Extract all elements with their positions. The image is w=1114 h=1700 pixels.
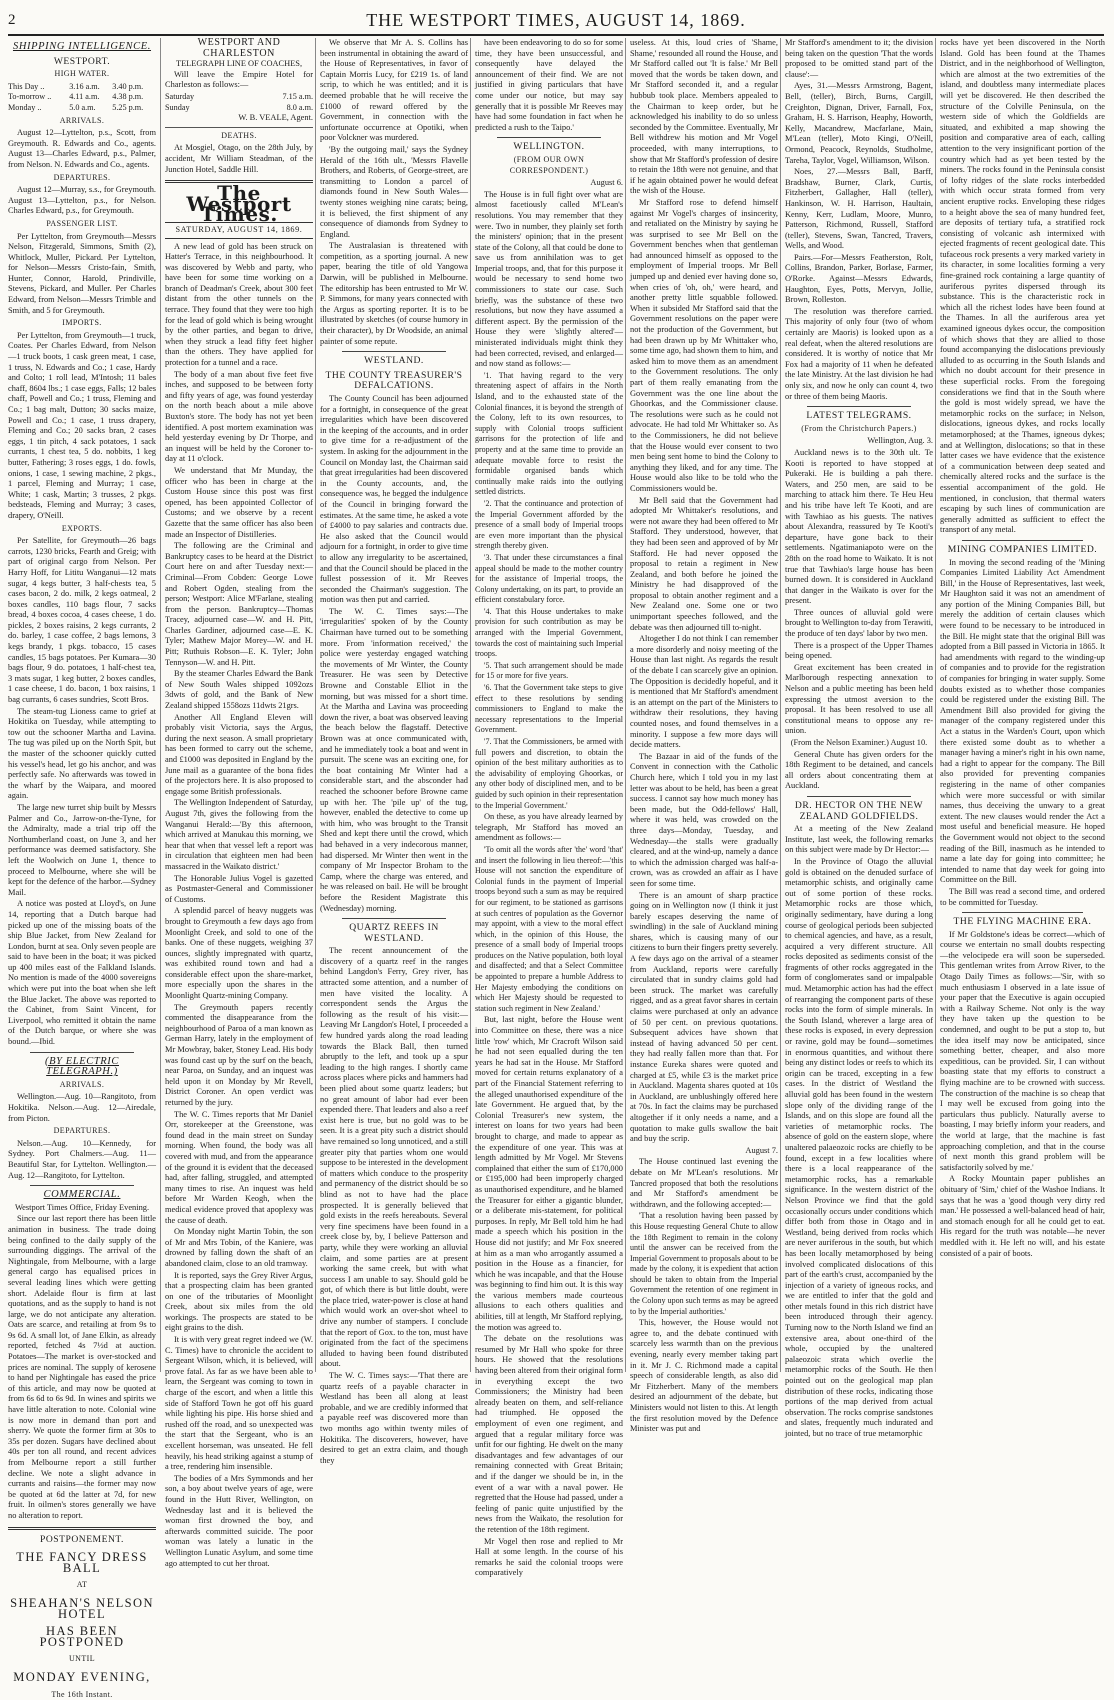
news-paragraph: The body of a man about five feet five inches, and supposed to be between forty and fifty years of age, was found yesterday on the north beach about a mile above Buxton's store. The body has not yet been identified. A post mortem examination was held yesterday evening by Dr Thorpe, and an inquest will be held by the Coroner to-day at 11 o'clock. <box>165 370 313 465</box>
news-paragraph: Great excitement has been created in Marlborough respecting annexation to Nelson and a public meeting has been held expressing the utmost aversion to the proposal. It has been resolved to use all constitutional means to oppose any re-union. <box>785 663 933 737</box>
tide-day: Monday .. <box>8 103 69 114</box>
tide-day: This Day .. <box>8 82 69 93</box>
divider <box>30 1052 134 1053</box>
postponement-line: MONDAY EVENING, <box>8 1672 156 1683</box>
news-paragraph: Mr Vogel then rose and replied to Mr Hall at some length. In the course of his remarks he said the colonial troops were comparatively <box>475 1537 623 1579</box>
resolution-paragraph: '2. That the continuance and protection of the Imperial Government afforded by the presence of a small body of Imperial troops are even more important than the physical strength thereby given. <box>475 499 623 552</box>
page-number: 2 <box>8 12 16 29</box>
news-paragraph: Mr Bell said that the Government had adopted Mr Whittaker's resolutions, and were not aware they had been offered to Mr Stafford. They understood, however, that they had been seen and approved of by Mr Stafford. He had never opposed the proposal to retain a regiment in New Zealand, and both before he joined the Ministry he had disapproved of the proposal to obtain another regiment and a New Zealand one. Some one or two unimportant speeches followed, and the debate was then adjourned till to-night. <box>630 496 778 634</box>
news-paragraph: This, however, the House would not agree to, and the debate continued with scarcely less warmth than on the previous evening, nearly every member taking part in it. Mr J. C. Richmond made a capital speech of considerable length, as also did Mr Fitzherbert. Many of the members desired an adjournment of the debate, but Ministers would not listen to this. At length the first resolution moved by the Defence Minister was put and <box>630 1318 778 1435</box>
news-paragraph: At a meeting of the New Zealand Institute, last week, the following remarks on this subject were made by Dr Hector:— <box>785 824 933 856</box>
column-6 <box>780 38 937 1372</box>
tide-am: 5.0 a.m. <box>69 103 112 114</box>
postponement-line: SHEAHAN'S NELSON HOTEL <box>8 1598 156 1619</box>
tel-departures-text: Nelson.—Aug. 10—Kennedy, for Sydney. Port Chalmers.—Aug. 11—Beautiful Star, for Lyttelton. Wellington.—Aug. 12—Rangitoto, for Lyttelton. <box>8 1139 156 1181</box>
news-paragraph: On Monday night Martin Tobin, the son of Mr and Mrs Tobin, of the Kaniere, was drowned by falling down the shaft of an abandoned claim, close to an old tramway. <box>165 1227 313 1269</box>
news-paragraph: The House continued last evening the debate on Mr M'Lean's resolutions. Mr Tancred proposed that both the resolutions and Mr Stafford's amendment be withdrawn, and the following accepted:— <box>630 1157 778 1210</box>
resolution-paragraph: '5. That such arrangement should be made for 15 or more for five years. <box>475 661 623 682</box>
tide-table <box>8 82 156 114</box>
news-paragraph: The Greymouth papers recently commented the disappearance from the neighbourhood of Paroa of a man known as German Harry, lately in the employment of Mr Mowbray, baker, Stoney Lead. His body was found cast up by the surf on the beach, near Paroa, on Sunday, and an inquest was held upon it on Monday by Mr Revell, District Coroner. An open verdict was returned by the jury. <box>165 1003 313 1109</box>
wellington-date: August 6. <box>475 178 623 189</box>
news-paragraph: In the Province of Otago the alluvial gold is obtained on the denuded surface of metamorphic schists, and originally came out of some portion of these rocks. Metamorphic rocks are those which, originally sedimentary, have during a long course of geological periods been subjected to chemical agencies, and have, as a result, acquired a very different structure. All rocks deposited as sediments consist of the fragments of other rocks aggregated in the form of conglomerates sand or impalpable mud. Metamorphic action has had the effect of rearranging the component parts of these rocks into the form of simple minerals. In the South Island, wherever a large area of these rocks is exposed, in every depression or ravine, gold may be found—sometimes in enormous quantities, and without there being any distinct lodes or reefs to which its origin can be traced, excepting in a few cases. In the district of Westland the alluvial gold has been found in the western slope only of the dividing range of the Islands, and on this slope are found all the varieties of metamorphic rocks. The absence of gold on the eastern slope, where unaltered palaeozoic rocks are chiefly to be found, except in a few localities where there is a local reappearance of the metamorphic rocks, has a remarkable significance. In the western district of the Nelson Province we find that the gold occasionally occurs under conditions which differ both from those in Otago and in Westland, being derived from rocks which are never auriferous in the south, but which has been locally metamorphosed by being involved complicated dislocations of this part of the earth's crust, accompanied by the injection of a variety of igneous rocks, and we are entitled to infer that the gold and other metals found in this rich district have been introduced through their agency. Turning now to the North Island we find an extensive area, about one-third of the whole, occupied by the unaltered palaeozoic strata which overlie the metamorphic rocks of the South. He then pointed out on the geological map plan distribution of these rocks, indicating those portions of the map derived from actual observation. The rocks comprise sandstones and slates, frequently much indurated and jointed, but no trace of true metamorphic <box>785 857 933 1440</box>
resolution-paragraph: '3. That under these circumstances a final appeal should be made to the mother country for the assistance of Imperial troops, the Colony undertaking, on its part, to provide an efficient constabulary force. <box>475 553 623 606</box>
news-paragraph: useless. At this, loud cries of 'Shame, Shame,' resounded all round the House, and Mr Stafford called out 'It is false.' Mr Bell moved that the words be taken down, and Mr Stafford seconded it, and a regular hubbub took place. Members appealed to the Chairman to keep order, but he acknowledged his inability to do so unless seconded by the Committee. Eventually, Mr Bell withdrew his motion and Mr Vogel proceeded, with many interruptions, to show that Mr Stafford's profession of desire to retain the 18th were not genuine, and that if he again obtained power he would defeat the wish of the House. <box>630 38 778 197</box>
news-paragraph: By the steamer Charles Edward the Bank of New South Wales shipped 1092ozs 3dwts of gold, and the Bank of New Zealand shipped 1558ozs 11dwts 21grs. <box>165 669 313 711</box>
shipping-paragraph: The large new turret ship built by Messrs Palmer and Co., Jarrow-on-the-Tyne, for the Admiralty, made a trial trip off the Northumberland coast, on June 3, and her performance was deemed satisfactory. She left the Woolwich on June 1, thence to proceed to Melbourne, where she will be kept for the defence of the harbor.—Sydney Mail. <box>8 803 156 898</box>
masthead <box>8 6 1104 36</box>
divider <box>962 540 1083 541</box>
tel-arrivals-heading: ARRIVALS. <box>8 1080 156 1091</box>
coach-advertisement <box>165 38 313 128</box>
tide-am: 4.11 a.m. <box>69 92 112 103</box>
high-water-heading: HIGH WATER. <box>8 69 156 80</box>
departures-heading: DEPARTURES. <box>8 173 156 184</box>
news-paragraph: If Mr Goldstone's ideas be correct—which of course we entertain no small doubts respecting—the velocipede era will soon be superseded. This gentleman writes from Arrow River, to the Otago Daily Times as follows:—'Sir, with so much enthusiasm I observed in a late issue of your paper that the Executive is again occupied with a Railway Scheme. Not only is the way they have taken up the question to be condemned, and ought to be put a stop to, but the idea itself may now be anticipated, since something better, cheaper, and also more expeditious, can be provided. Sir, I can without boasting state that my efforts to construct a flying machine are to be crowned with success. The construction of the machine is so cheap that I may well be excused from going into the particulars thus publicly. Naturally averse to boasting, I may briefly inform your readers, and the world at large, that the machine is fast approaching completion, and that in the course of next month this grand problem will be satisfactorily solved by me.' <box>940 930 1105 1174</box>
tide-row <box>8 103 156 114</box>
departures-text: August 12—Murray, s.s., for Greymouth. August 13—Lyttelton, p.s., for Nelson. Charles Edward, p.s., for Greymouth. <box>8 185 156 217</box>
resolution-paragraph: 'That a resolution having been passed by this House requesting General Chute to allow the 18th Regiment to remain in the colony until the answer can be received from the Imperial Government to proposals about to be made by the colony, it is expedient that action should be taken to obtain from the Imperial Government the retention of one regiment in the Colony upon such terms as may be agreed to by the Imperial authorities.' <box>630 1211 778 1317</box>
imports-text: Per Lyttelton, from Greymouth—1 truck, Coates. Per Charles Edward, from Nelson—1 truck boots, 1 cask green meat, 1 case, 1 truss, N. Edwards and Co.; 1 case, Hardy and Colto; 1 roll lead, M'Intosh; 11 bales chaff, 8604 lbs.; 1 case eggs, Falls; 12 bales chaff, Powell and Co.; 1 truss, Fleming and Co.; 1 bag malt, Dutton; 30 sacks maize, Powell and Co.; 1 case, 1 truss drapery, Fleming and Co.; 20 sacks bran, 2 cases eggs, 1 tin pitch, 4 sack potatoes, 1 sack currants, 1 chest tea, 5 do. nobbits, 1 keg butter, Fathering; 3 roses eggs, 1 do. fowls, onions, 1 case, 1 sewing machine, 2 pkgs., 1 parcel, Fleming and Murray; 1 case, White; 1 cask, Martin; 3 trusses, 2 pkgs. bedsteads, Fleming and Murray; 3 cases, drapery, O'Neill. <box>8 331 156 522</box>
divider <box>342 351 446 352</box>
division-list: Ayes, 31.—Messrs Armstrong, Bagent, Bell, (teller), Birch, Burns, Cargill, Creighton, Dignan, Driver, Farnall, Fox, Graham, H. S. Harrison, Heaphy, Howorth, Kelly, Macandrew, Macfarlane, Main, M'Lean (teller), Moto Kingi, O'Neill, Ormond, Peacock, Reynolds, Studholme, Tareha, Taylor, Vogel, Williamson, Wilson. <box>785 81 933 166</box>
flying-heading: THE FLYING MACHINE ERA. <box>940 917 1105 928</box>
news-paragraph: A splendid parcel of heavy nuggets was brought to Greymouth a few days ago from Moonlight Creek, and sold to one of the banks. One of these nuggets, weighing 37 ounces, slightly impregnated with quartz, was exhibited round town and had a considerable effect upon the share-market, more especially upon the shares in the Moonlight Quartz-mining Company. <box>165 906 313 1001</box>
news-paragraph: The W. C. Times reports that Mr Daniel Orr, storekeeper at the Greenstone, was found dead in the main street on Sunday morning. When found, the body was all covered with mud, and from the appearance of the ground it is evident that the deceased had, after falling, struggled, and attempted many times to rise. An inquest was held before Mr Warden Keogh, when the medical evidence proved that apoplexy was the cause of death. <box>165 1110 313 1227</box>
tide-pm: 3.40 p.m. <box>112 82 156 93</box>
tel-departures-heading: DEPARTURES. <box>8 1126 156 1137</box>
divider <box>342 918 446 919</box>
news-paragraph: The County Council has been adjourned for a fortnight, in consequence of the great irregularities which have been discovered in the keeping of the accounts, and in order to give time for a re-adjustment of the system. In asking for the adjournment in the Council on Monday last, the Chairman said that great irregularities had been discovered in the County accounts, and, the consequence was, he begged the indulgence of the Council in bringing forward the estimates. At the same time, he asked a vote of £4000 to pay salaries and contracts due. He also asked that the Council would adjourn for a fortnight, in order to give time to allow any irregularity to be ascertained, and that the Council should be placed in the fullest possession of it. Mr Reeves seconded the Chairman's suggestion. The motion was then put and carried. <box>320 394 468 606</box>
news-paragraph: The following are the Criminal and Bankruptcy cases to be heard at the District Court here on and after Tuesday next:—Criminal—From Cobden: George Lowe and Robert Ogden, stealing from the person; Westport: Alice M'Farlane, stealing from the person. Bankruptcy—Thomas Tracey, adjourned case—W. and H. Pitt, Charles Gardiner, adjourned case—E. K. Tyler; Mathew Major Morey—W. and H. Pitt; Ruthuis Robson—E. K. Tyler; John Tennyson—W. and H. Pitt. <box>165 541 313 668</box>
shipping-heading: SHIPPING INTELLIGENCE. <box>8 42 156 53</box>
divider <box>497 137 601 138</box>
arrivals-text: August 12—Lyttelton, p.s., Scott, from Greymouth. R. Edwards and Co., agents. August 13—Charles Edward, p.s., Palmer, from Nelson. N. Edwards and Co., agents. <box>8 128 156 170</box>
hector-heading: DR. HECTOR ON THE NEW ZEALAND GOLDFIELDS. <box>785 801 933 822</box>
news-paragraph: We understand that Mr Munday, the officer who has been in charge at the Custom House since this post was first opened, has been appointed Collector of Customs; and we observe by a recent Gazette that the same officer has also been made an Inspector of Distilleries. <box>165 466 313 540</box>
news-paragraph: But, last night, before the House went into Committee on these, there was a nice little 'row' which, Mr Cracroft Wilson said he had not seen equalled during the ten years he had sat in the House. Mr Stafford moved for certain returns explanatory of a part of the Financial Statement referring to the alleged unauthorised expenditure of the late Government. He argued that, by the Colonial Treasurer's new system, the interest on loans for two years had been brought to charge, and made to appear as the expenditure of one year. This was at length admitted by Mr Vogel. Mr Stevens complained that either the sum of £170,000 or £195,000 had been improperly charged as unauthorised expenditure, and he blamed the Treasurer for either a gigantic blunder, or a deliberate mis-statement, for political purposes. In reply, Mr Bell told him he had made a speech which his position in the House did not justify; and Mr Fox sneered at him as a man who arrogantly assumed a position in the House as a financier, for which he was incapable, and that the House was beginning to find him out. It is this way the various members made courteous allusions to each others qualities and abilities, till at length, Mr Stafford replying, the motion was agreed to. <box>475 1015 623 1333</box>
news-paragraph: 'By the outgoing mail,' says the Sydney Herald of the 16th ult., 'Messrs Flavelle Brothers, and Roberts, of George-street, are transmitting to London a parcel of diamonds found in New South Wales—twenty stones weighing nine carats; being, it is believed, the first shipment of any consequence of diamonds from Sydney to England. <box>320 145 468 240</box>
postponement-line: The 16th Instant. <box>8 1690 156 1700</box>
news-paragraph: The bodies of a Mrs Symmonds and her son, a boy about twelve years of age, were found in the Hutt River, Wellington, on Wednesday last and it is believed the woman first drowned the boy, and afterwards committed suicide. The poor woman was lately a lunatic in the Wellington Lunatic Asylum, and some time ago attempted to cut her throat. <box>165 1474 313 1569</box>
division-list: Pairs.—For—Messrs Featherston, Rolt, Collins, Brandon, Parker, Borlase, Farmer, O'Rorke. Against—Messrs Edwards, Haughton, Eyes, Potts, Mervyn, Jollie, Brown, Rolleston. <box>785 253 933 306</box>
tide-row <box>8 92 156 103</box>
columns <box>8 38 1104 1372</box>
postponement-line: THE FANCY DRESS BALL <box>8 1552 156 1573</box>
coach-signature: W. B. VEALE, Agent. <box>165 113 313 124</box>
postponement-line: HAS BEEN POSTPONED <box>8 1626 156 1647</box>
coach-time: 7.15 a.m. <box>237 92 313 103</box>
paper-title: The Westport Times. <box>165 188 313 220</box>
news-paragraph: A Rocky Mountain paper publishes an obituary of 'Sim,' chief of the Washoe Indians. It says that he was a 'good though very dirty red man.' He possessed a well-balanced head of hair, and stomach enough for all he could get to eat. His regard for the truth was notable—he never meddled with it. He left no will, and his estate consisted of a pair of boots. <box>940 1174 1105 1259</box>
divider <box>962 912 1083 913</box>
news-paragraph: There is a prospect of the Upper Thames being opened. <box>785 641 933 662</box>
telegrams-heading: LATEST TELEGRAMS. <box>785 411 933 422</box>
wellington-subheading: (FROM OUR OWN CORRESPONDENT.) <box>475 155 623 176</box>
news-paragraph: The House is in full fight over what are almost facetiously called M'Lean's resolutions. You may remember that they were. Two in number, they plainly set forth the ministers' opinion; that in the present state of the Colony, all that could be done to save us from annihilation was to get Imperial troops, and, that for this purpose it would be necessary to send home two commissioners to state our case. Such briefly, was the substance of these two resolutions, but now they have assumed a different aspect. By the permission of the House they were 'slightly altered'—ministerated individuals might think they had been corrected, revised, and enlarged—and now stand as follows:— <box>475 190 623 370</box>
paper-date: SATURDAY, AUGUST 14, 1869. <box>165 222 313 239</box>
news-paragraph: The Bazaar in aid of the funds of the Convent in connection with the Catholic Church here, which I told you in my last letter was about to be held, has been a great success. I cannot say how much money has been made, but the Odd-fellows' Hall, where it was held, was crowded on the three days—Monday, Tuesday, and Wednesday—the stalls were gradually cleared, and at the wind-up, namely a dance to which the admission charged was half-a-crown, was as crowded an affair as I have seen for some time. <box>630 752 778 890</box>
news-paragraph: Mr Stafford rose to defend himself against Mr Vogel's charges of insincerity, and retaliated on the Ministry by saying he was surprised to see Mr Bell on the Government benches when that gentleman had announced himself as opposed to the employment of Imperial troops. Mr Bell jumped up and denied ever having done so, when cries of 'oh, oh,' were heard, and another pretty little squabble followed. When it subsided Mr Stafford said that the Government resolutions on the paper were not the production of the Government, but had been drawn up by Mr Whittaker who, some time ago, had shown them to him, and asked him to move them as an amendment to the Government resolutions. The only part of them really emanating from the Government was the one line about the Ghoorkas, and the Commissioner clause. The resolutions were such as he could not advocate. He had told Mr Whittaker so. As to the Commissioners, he did not believe that the House would ever consent to two men being sent home to bind the Colony to anything they liked, and for any time. The House would also like to be told who the Commissioners would be. <box>630 198 778 495</box>
news-paragraph: It is reported, says the Grey River Argus, that a prospecting claim has been granted on one of the tributaries of Moonlight Creek, about six miles from the old workings. The prospects are stated to be eight grains to the dish. <box>165 1271 313 1335</box>
wellington-heading: WELLINGTON. <box>475 142 623 153</box>
coach-table <box>165 92 313 113</box>
divider <box>807 406 911 407</box>
resolution-paragraph: '7. That the Commissioners, be armed with full powers and discretion, to obtain the opinion of the best military authorities as to the advisability of employing Ghoorkas, or any other body of disciplined men, and to be guided by such opinion in their representation to the Imperial Government.' <box>475 737 623 811</box>
news-paragraph: The W. C. Times says:—The 'irregularities' spoken of by the County Chairman have turned out to be something more. From 'information received,' the police were yesterday engaged watching the movements of Mr Winter, the County Treasurer. He was seen by Detective Browne and Constable Elliot in the morning, but was missed for a short time. At the Martha and Lavina was proceeding down the river, a boat was observed leaving the beach below the flagstaff. Detective Brown was at once communicated with, and he immediately took a boat and went in pursuit. The scene was an exciting one, for the boat containing Mr Winter had a considerable start, and the absconder had reached the schooner before Browne came up with her. The 'pile up' of the tug, however, enabled the detective to come up with him, who was brought to the Transit Shed and kept there until the crowd, which had behaved in a very indecorous manner, had dispersed. Mr Winter then went in the company of Mr Inspector Broham to the Camp, where the charge was entered, and he was released on bail. He will be brought before the Resident Magistrate this (Wednesday) morning. <box>320 607 468 914</box>
news-paragraph: General Chute has given orders for the 18th Regiment to be detained, and cancels all orders about concentrating them at Auckland. <box>785 750 933 792</box>
column-7 <box>935 38 1105 1372</box>
coach-day: Saturday <box>165 92 237 103</box>
news-paragraph: The W. C. Times says:—'That there are quartz reefs of a payable character in Westland has been all along at least probable, and we are credibly informed that a payable reef was discovered more than two months ago within twenty miles of Hokitika. The discoverers, however, have desired to get an extra claim, and though they <box>320 1371 468 1466</box>
postponement-heading: POSTPONEMENT. <box>8 1535 156 1546</box>
news-paragraph: The Wellington Independent of Saturday, August 7th, gives the following from the Wanganui Herald:—'By this afternoon, which arrived at Manukau this morning, we hear that when that vessel left a report was in circulation that eighteen men had been massacred in the Waikato district.' <box>165 798 313 872</box>
masthead-title: THE WESTPORT TIMES, AUGUST 14, 1869. <box>8 10 1104 31</box>
commercial-office: Westport Times Office, Friday Evening. <box>8 1203 156 1214</box>
shipping-paragraph: The steam-tug Lioness came to grief at Hokitika on Tuesday, while attempting to tow out the schooner Martha and Lavina. The tug was piled up on the North Spit, but the master of the schooner quickly cutted his vessel's head, let go his anchor, and was perfectly safe. No afterwards was towed in the wharf by the Waipara, and moored again. <box>8 707 156 802</box>
news-paragraph: The recent announcement of the discovery of a quartz reef in the ranges behind Langdon's Ferry, Grey river, has attracted some attention, and a number of men have visited the locality. A correspondent sends the Argus the following as the result of his visit:—Leaving Mr Langdon's Hotel, I proceeded a few hundred yards along the road leading towards the Black Ball, then turned abruptly to the left, and took up a spur leading to the high ranges. I shortly came across places where picks and hammers had been plied about some quartz leaders; but no great amount of labor had ever been expended there. That leaders and also a reef exist here is true, but no gold was to be seen. It is a great pity such a district should have remained so long unnoticed, and a still greater pity that parties whom one would suppose to be interested in the development of matters which conduce to the prosperity and permanency of the district should be so blind as not to have had the place prospected. It is generally believed that gold exists in the reefs hereabouts. Several very fine specimens have been found in a creek close by, by, I believe Patterson and party, while they were working an alluvial claim, and some parties are at present working the same creek, but with what success I am unable to say. Should gold be got, of which there is but little doubt, were the place tried, water-power is close at hand which would work an over-shot wheel to drive any number of stampers. I conclude that the report of Gox. to the ton, must have originated from the fact of the specimens alluded to having been found distributed about. <box>320 946 468 1370</box>
telegraph-heading: (BY ELECTRIC TELEGRAPH.) <box>8 1057 156 1078</box>
coach-row <box>165 103 313 114</box>
postponement-line: UNTIL <box>8 1654 156 1665</box>
division-list: Noes, 27.—Messrs Ball, Barff, Bradshaw, Burner, Clark, Curtis, Fitzherbert, Gallagher, Hall (teller), Hankinson, W. H. Harrison, Haultain, Kenny, Kerr, Ludlam, Moore, Munro, Patterson, Richmond, Russell, Stafford (teller), Stevens, Swan, Tancred, Travers, Wells, and Wood. <box>785 167 933 252</box>
coach-title: WESTPORT AND CHARLESTON <box>165 38 313 59</box>
coach-text: Will leave the Empire Hotel for Charleston as follows:— <box>165 70 313 91</box>
passenger-text: Per Lyttelton, from Greymouth—Messrs Nelson, Fitzgerald, Simmons, Smith (2), Whitlock, Muller, Pickard. Per Lyttelton, for Nelson—Messrs Cristo-fain, Smith, Hunter, Connor, Harold, Prindiville, Stevens, Pickard, and Muller. Per Charles Edward, from Nelson—Messrs Trimble and Smith, and 5 for Greymouth. <box>8 232 156 317</box>
news-paragraph: Mr Stafford's amendment to it; the division being taken on the question 'That the words proposed to be omitted stand part of the clause':— <box>785 38 933 80</box>
coach-row <box>165 92 313 103</box>
divider <box>30 1185 134 1186</box>
tel-arrivals-text: Wellington.—Aug. 10—Rangitoto, from Hokitika. Nelson.—Aug. 12—Airedale, from Picton. <box>8 1092 156 1124</box>
exports-text: Per Satellite, for Greymouth—26 bags carrots, 1230 bricks, Fearth and Greig; with part of original cargo from Nelson. Per Harry Hoff, for Lititu Wanganui—12 mats sugar, 4 kegs butter, 3 half-chests tea, 5 cases bacon, 2 do. milk, 2 kegs oatmeal, 2 boxes candles, 110 bags flour, 7 sacks bread, 4 boxes cocoa, 4 cases cheese, 1 do. pickles, 2 boxes raisins, 2 kegs currants, 2 do. barley, 1 case coffee, 2 bags lemons, 3 kegs brandy, 1 pkgs. tobacco, 15 cases candles, 15 bags potatoes. Per Kumara—30 bags flour, 9 do. potatoes, 1 half-chest tea, 3 mats sugar, 1 keg butter, 2 boxes candles, 1 case cheese, 1 do. bacon, 1 box raisins, 1 bag currants, 6 cases sundries, Scott Bros. <box>8 536 156 706</box>
mining-heading: MINING COMPANIES LIMITED. <box>940 545 1105 556</box>
tide-pm: 5.25 p.m. <box>112 103 156 114</box>
coach-subtitle: TELEGRAPH LINE OF COACHES, <box>165 59 313 70</box>
news-paragraph: The resolution was therefore carried. This majority of only four (two of whom certainly are Maoris) is looked upon as a real defeat, when the altered resolutions are considered. It is worthy of notice that Mr Fox had a majority of 11 when he defeated the late Ministry. At the last division he had only six, and now he only can count 4, two or three of them being Maoris. <box>785 307 933 402</box>
postponement-line: AT <box>8 1580 156 1591</box>
telegrams-subheading: (From the Christchurch Papers.) <box>785 424 933 435</box>
news-paragraph: Another All England Eleven will probably visit Victoria, says the Argus, during the next season. A small proprietary has been formed to carry out the scheme, and £1000 was deposited in England by the June mail as a guarantee of the bona fides of the projectors here. It is also proposed to engage some British professionals. <box>165 713 313 798</box>
deaths-text: At Mosgiel, Otago, on the 28th July, by accident, Mr William Steadman, of the Junction Hotel, Saddle Hill. <box>165 143 313 175</box>
passenger-heading: PASSENGER LIST. <box>8 219 156 230</box>
news-paragraph: Auckland news is to the 30th ult. Te Kooti is reported to have stopped at Pukeraki. He is building a pah there. Waters, and 250 men, are said to be marching to attack him there. Te Heu Heu and his tribe have left Te Kooti, and are with Tawhiao as his guests. The natives about Alexandra, reassured by Te Kooti's departure, have gone back to their settlements. Ngatimaniapoto were on the 28th on the road home to Waikato. It is not true that Tawhiao's large house has been burned down. It is considered in Auckland that danger in the Waikato is over for the present. <box>785 448 933 607</box>
divider <box>807 796 911 797</box>
amendment-paragraph: 'To omit all the words after 'the' word 'that' and insert the following in lieu thereof:—'this House will not sanction the expenditure of Colonial funds in the payment of Imperial troops beyond such a sum as may be required for our regiment, to be stationed as garrisons at such centres of population as the Governor may appoint, with a view to the moral effect which, in the opinion of this House, the presence of a small body of Imperial troops produces on the Native population, both loyal and disaffected; and that a Select Committee be appointed to prepare a humble Address to Her Majesty embodying the conditions on which Her Majesty should be requested to station such regiment in New Zealand.' <box>475 845 623 1015</box>
news-paragraph: In moving the second reading of the 'Mining Companies Limited Liability Act Amendment Bill,' in the House of Representatives, last week, Mr Haughton said it was not an amendment of any portion of the Mining Companies Bill, but merely the addition of certain clauses which were found to be necessary to be introduced in the Bill. He might state that the original Bill was adopted from a Bill passed in Victoria in 1865. It had amendments with regard to the winding-up of companies and to provide for the registration of companies for bringing in water supply. Some doubts existed as to whether those companies could be registered under the existing Bill. The Amendment Bill also provided for giving the manager of the company registered under this Act a status in the Warden's Court, upon which there existed some doubt as to whether a manager having a miner's right in his own name, had a right to appear for the company. The Bill also provided for preventing companies registering in the name of other companies which were more successful or with similar names, thus deceiving the unwary to a great extent. The new clauses would render the Act a most useful and beneficial measure. He hoped the Government would not object to the second reading of the Bill, inasmuch as he intended to name a late day for going into committee; he intended to name that day week for going into Committee on the Bill. <box>940 558 1105 886</box>
shipping-paragraph: A notice was posted at Lloyd's, on June 14, reporting that a Dutch barque had picked up one of the missing boats of the ship Blue Jacket, from New Zealand for London, burnt at sea. Only seven people are said to have been in the boat; it was picked up 400 miles east of the Falkland Islands. No mention is made of the 4000 sovereigns which were put into the boat when she left the Blue Jacket. The above was reported to the Cabinet, from Saint Vincent, for Liverpool, who remitted it obtain the name of the Dutch barque, or where she was bound.—Ibid. <box>8 899 156 1047</box>
tide-pm: 4.38 p.m. <box>112 92 156 103</box>
commercial-text: Since our last report there has been little animation in business. The trade doing being confined to the daily supply of the surrounding diggings. The arrival of the Nightingale, from Melbourne, with a large general cargo has equalised prices in several leading lines which were getting short. Adelaide flour is firm at last quotations, and as the supply to hand is not large, we do not anticipate any alteration. Oats are scarce, and retailing at from 9s to 9s 6d. A small lot, of Jane Elkin, as already reported, fetched 4s 7½d at auction. Potatoes—The market is over-stocked and prices are nominal. The supply of kerosene to hand per Nightingale has eased the price of this article, and may now be quoted at from 6s 6d to 6s 9d. In wines and spirits we have little alteration to note. Colonial wine is now more in demand than port and sherry. We quote the former firm at 30s to 35s per dozen. Sugars have declined about 40s per ton all round, and recent advices from Melbourne report a still further decline. We note a slight advance in currants and raisins—the former may now be quoted at 6d the latter at 7d, for new fruit. In oilmen's stores generally we have no alteration to report. <box>8 1214 156 1521</box>
news-paragraph: The Bill was read a second time, and ordered to be committed for Tuesday. <box>940 887 1105 908</box>
source-line: (From the Nelson Examiner.) August 10. <box>785 738 933 749</box>
news-paragraph: Altogether I do not think I can remember a more disorderly and noisy meeting of the House than last night. As regards the result of the debate I can scarcely give an opinion. The Opposition is decidedly hopeful, and it is mentioned that Mr Stafford's amendment is an attempt on the part of the Ministers to withdraw their resolutions, they having counted noses, and found themselves in a minority. I suppose a few more days will decide matters. <box>630 634 778 751</box>
news-paragraph: Three ounces of alluvial gold were brought to Wellington to-day from Terawiti, the produce of ten days' labor by two men. <box>785 608 933 640</box>
news-paragraph: On these, as you have already learned by telegraph, Mr Stafford has moved an amendment as follows:— <box>475 812 623 844</box>
arrivals-heading: ARRIVALS. <box>8 116 156 127</box>
news-paragraph: The debate on the resolutions was resumed by Mr Hall who spoke for three hours. He showed that the resolutions having been altered from their original form in everything except the two Commissioners; the Ministry had been already beaten on them, and self-reliance had triumphed. He opposed the employment of even one regiment, and argued that a regular military force was unfit for our fighting. He dwelt on the many disadvantages and few advantages of our remaining connected with Great Britain; and if the danger we should be in, in the event of a war with a naval power. He regretted that the House had passed, under a feeling of panic quite unjustified by the news from the Waikato, the resolution for the retention of the 18th regiment. <box>475 1334 623 1535</box>
quartz-heading: QUARTZ REEFS IN WESTLAND. <box>320 923 468 944</box>
imports-heading: IMPORTS. <box>8 318 156 329</box>
resolution-paragraph: '1. That having regard to the very threatening aspect of affairs in the North Island, and to the exhausted state of the Colonial finances, it is beyond the strength of the Colony, left to its own resources, to supply with Colonial troops sufficient garrisons for the protection of life and property and at the same time to provide an adequate movable force to resist the formidable organised bands which continually make raids into the outlying settled districts. <box>475 371 623 498</box>
divider <box>8 1527 156 1530</box>
westport-heading: WESTPORT. <box>8 57 156 68</box>
coach-time: 8.0 a.m. <box>237 103 313 114</box>
column-4 <box>470 38 627 1372</box>
telegrams-dateline: Wellington, Aug. 3. <box>785 436 933 447</box>
tide-day: To-morrow .. <box>8 92 69 103</box>
news-paragraph: have been endeavoring to do so for some time, they have been unsuccessful, and consequently have delayed the announcement of their find. We are not justified in giving particulars that have come under our notice, but may say generally that it is possible Mr Reeves may have had some foundation in fact when he predicted a rush to the Taipo.' <box>475 38 623 133</box>
news-paragraph: A new lead of gold has been struck on Hatter's Terrace, in this neighbourhood. It was discovered by Webb and party, who have been for some time working on a branch of Deadman's Creek, about 300 feet distant from the other tunnels on the terrace. They found that they were too high for the lead of gold which is being wrought by the other parties, and began to drive, when they struck a lead fifty feet higher than the others. They have applied for protection for a tunnel and a race. <box>165 242 313 369</box>
news-paragraph: It is with very great regret indeed we (W. C. Times) have to chronicle the accident to Sergeant Wilson, which, it is believed, will prove fatal. As far as we have been able to learn, the Sergeant was coming to town in charge of the escort, and when a little this side of Stafford Town he got off his guard while lighting his pipe. His horse shied and rushed off the road, and so unexpected was the start that the Sergeant, who is an excellent horseman, was unseated. He fell heavily, his head striking against a stump of a tree, rendering him insensible. <box>165 1335 313 1473</box>
column-2 <box>160 38 317 1372</box>
news-paragraph: The Australasian is threatened with competition, as a sporting journal. A new paper, bearing the title of old Yangowa Darwin, will be published in Melbourne. The editorship has been entrusted to Mr W. P. Simmons, for many years connected with the Argus as sporting reporter. It is to be illustrated by sketches (of course humory in their character), by Dr Woodside, an animal painter of some repute. <box>320 241 468 347</box>
dateline: August 7. <box>630 1146 778 1157</box>
column-1 <box>8 38 160 1372</box>
news-paragraph: We observe that Mr A. S. Collins has been instrumental in obtaining the award of the House of Representatives, in favor of Captain Morris Lucy, for £219 1s. of land scrip, to which he was entitled; and it is deemed probable that he will receive the £1000 of reward offered by the Government, in connection with the unfortunate occurrence at Opotiki, when poor Volckner was murdered. <box>320 38 468 144</box>
news-paragraph: There is an amount of sharp practice going on in Wellington now (I think it just barely escapes deserving the name of swindling) in the sale of Auckland mining shares, which is causing many of our citizens to burn their fingers pretty severely. A few days ago on the arrival of a steamer from Auckland, reports were carefully circulated that in sundry claims gold had been struck. The market was carefully rigged, and as a great favor shares in certain claims were purchased at only an advance of 50 per cent. on previous quotations. Subsequent advices have shown that instead of having advanced 50 per cent. they had really fallen more than that. For instance Eureka shares were quoted and charged at £5, while £3 is the market price in Auckland. Magenta shares quoted at 10s in Auckland, are unblushingly offered here at 70s. In fact the claims may be purchased altogether if it only needs a name, and a quotation to make gulls swallow the bait and buy the scrip. <box>630 891 778 1145</box>
column-5 <box>625 38 782 1372</box>
westland-heading: WESTLAND. <box>320 356 468 367</box>
resolution-paragraph: '4. That this House undertakes to make provision for such contribution as may be arranged with the Imperial Government, towards the cost of maintaining such Imperial troops. <box>475 607 623 660</box>
westland-subheading: THE COUNTY TREASURER'S DEFALCATIONS. <box>320 371 468 392</box>
coach-day: Sunday <box>165 103 237 114</box>
exports-heading: EXPORTS. <box>8 524 156 535</box>
resolution-paragraph: '6. That the Government take steps to give effect to these resolutions by sending commissioners to England to make the necessary representations to the Imperial Government. <box>475 683 623 736</box>
column-3 <box>315 38 472 1372</box>
tide-am: 3.16 a.m. <box>69 82 112 93</box>
news-paragraph: rocks have yet been discovered in the North Island. Gold has been found at the Thames District, and in the neighborhood of Wellington, which are almost at the two extremities of the island, and doubtless many intermediate places will yet be discovered. He then described the structure of the Colville Peninsula, on the western side of which the Goldfields are situated, and exhibited a map showing the position and comparative area of each, calling attention to the very insignificant portion of the country which had as yet been tested by the miners. The rocks found in the Peninsula consist of lofty ridges of the slate rocks interbedded with which occur strata formed from very ancient eruptive rocks. Enveloping these ridges to a height above the sea of many hundred feet, are deposits of tertiary tufa, a stratified rock consisting of volcanic ash intermixed with ejected fragments of recent geological date. This tufaceous rock presents a very marked variety in its character, in some localities forming a very fine-grained rock containing a large quantity of auriferous pyrites dispersed through its substance. This is the characteristic rock in which all the richest lodes have been found at the Thames. In all the auriferous area yet examined igneous dykes occur, the composition of which shows that they are allied to those found accompanying the dislocations previously alluded to as occurring in the South Islands and which no doubt account for their presence in these superficial rocks. From the foregoing considerations we find that in the South where the gold is most widely spread, we have the metamorphic rocks on the surface; in Nelson, dislocations, igneous dykes, and rocks locally metamorphosed; at the Thames, igneous dykes; and at Wellington, dislocations; so that in these latter cases we have evidence that the existence of a communication between deep seated and chemically altered rocks and the surface is the essential accompaniment of the gold. He mentioned, in conclusion, that thermal waters escaping by such lines of communication are generally admitted as sufficient to effect the transport of any metal. <box>940 38 1105 536</box>
deaths-heading: DEATHS. <box>165 131 313 142</box>
news-paragraph: The Honorable Julius Vogel is gazetted as Postmaster-General and Commissioner of Customs. <box>165 874 313 906</box>
commercial-heading: COMMERCIAL. <box>8 1190 156 1201</box>
tide-row <box>8 82 156 93</box>
